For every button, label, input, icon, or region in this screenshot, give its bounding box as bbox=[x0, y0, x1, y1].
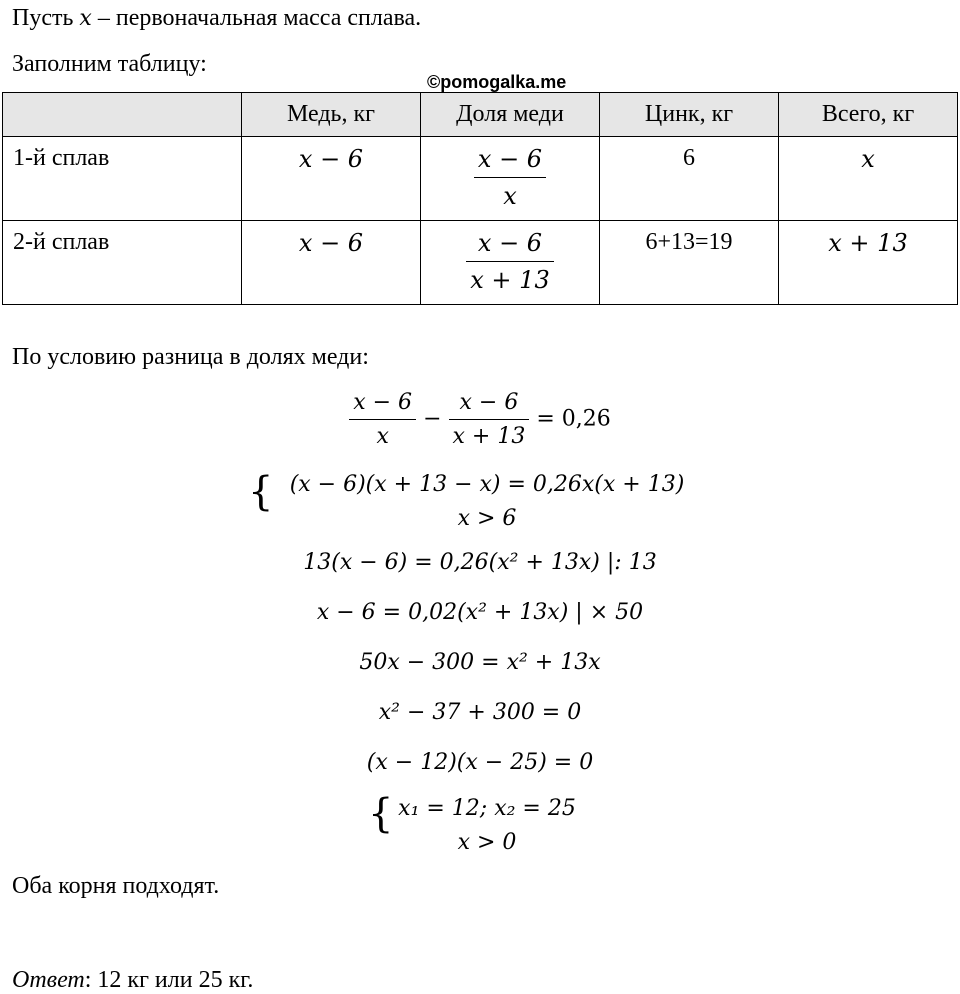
copper-cell: x − 6 bbox=[242, 137, 421, 221]
table-row bbox=[3, 137, 958, 221]
equation-rhs: = 0,26 bbox=[536, 406, 611, 432]
answer-line bbox=[12, 968, 253, 992]
share-cell bbox=[421, 221, 600, 305]
minus-sign: − bbox=[423, 406, 442, 432]
table-header-cell: Доля меди bbox=[421, 93, 600, 137]
variable-x: x bbox=[79, 6, 92, 31]
alloy-table bbox=[2, 92, 958, 305]
fraction-numerator: x − 6 bbox=[477, 229, 543, 257]
equation-main bbox=[0, 390, 960, 449]
answer-label: Ответ bbox=[12, 967, 85, 993]
table-header-cell bbox=[3, 93, 242, 137]
fraction-bar bbox=[474, 177, 546, 178]
conclusion-text: Оба корня подходят. bbox=[12, 873, 220, 899]
equation-3: x − 6 = 0,02(x² + 13x) | × 50 bbox=[316, 600, 644, 625]
table-header-row bbox=[3, 93, 958, 137]
table-row bbox=[3, 221, 958, 305]
intro-line-2: Заполним таблицу: bbox=[12, 51, 207, 77]
fraction-numerator: x − 6 bbox=[459, 390, 519, 415]
fraction-numerator: x − 6 bbox=[477, 145, 543, 173]
system-2-line-1: x₁ = 12; x₂ = 25 bbox=[398, 796, 576, 821]
share-fraction bbox=[474, 145, 546, 210]
table-header-cell: Всего, кг bbox=[779, 93, 958, 137]
share-cell bbox=[421, 137, 600, 221]
row-label: 1-й сплав bbox=[3, 137, 242, 221]
total-cell: x + 13 bbox=[779, 221, 958, 305]
watermark: ©pomogalka.me bbox=[427, 72, 567, 92]
zinc-cell: 6+13=19 bbox=[600, 221, 779, 305]
total-cell: x bbox=[779, 137, 958, 221]
equation-5: x² − 37 + 300 = 0 bbox=[378, 700, 582, 725]
answer-text: : 12 кг или 25 кг. bbox=[84, 967, 254, 993]
fraction-numerator: x − 6 bbox=[353, 390, 413, 415]
system-brace: { bbox=[368, 791, 394, 837]
fraction-denominator: x + 13 bbox=[452, 424, 526, 449]
system-2-line-2: x > 0 bbox=[457, 830, 517, 855]
system-brace: { bbox=[248, 469, 274, 515]
fraction-left bbox=[349, 390, 416, 449]
fraction-denominator: x bbox=[503, 182, 517, 210]
table-header-cell: Медь, кг bbox=[242, 93, 421, 137]
copper-cell: x − 6 bbox=[242, 221, 421, 305]
table-header-cell: Цинк, кг bbox=[600, 93, 779, 137]
equation-4: 50x − 300 = x² + 13x bbox=[359, 650, 601, 675]
intro-text: Пусть bbox=[12, 5, 80, 31]
system-1-line-1: (x − 6)(x + 13 − x) = 0,26x(x + 13) bbox=[289, 472, 685, 497]
equation-2: 13(x − 6) = 0,26(x² + 13x) |: 13 bbox=[303, 550, 657, 575]
equation-6: (x − 12)(x − 25) = 0 bbox=[366, 750, 594, 775]
share-fraction bbox=[466, 229, 553, 294]
row-label: 2-й сплав bbox=[3, 221, 242, 305]
system-1-line-2: x > 6 bbox=[457, 506, 517, 531]
condition-text: По условию разница в долях меди: bbox=[12, 344, 369, 370]
fraction-bar bbox=[466, 261, 553, 262]
fraction-denominator: x + 13 bbox=[470, 266, 550, 294]
fraction-bar bbox=[349, 419, 416, 420]
zinc-cell: 6 bbox=[600, 137, 779, 221]
fraction-bar bbox=[449, 419, 530, 420]
intro-line-1 bbox=[12, 6, 421, 30]
fraction-denominator: x bbox=[376, 424, 389, 449]
fraction-right bbox=[449, 390, 530, 449]
intro-text-rest: – первоначальная масса сплава. bbox=[91, 5, 422, 31]
